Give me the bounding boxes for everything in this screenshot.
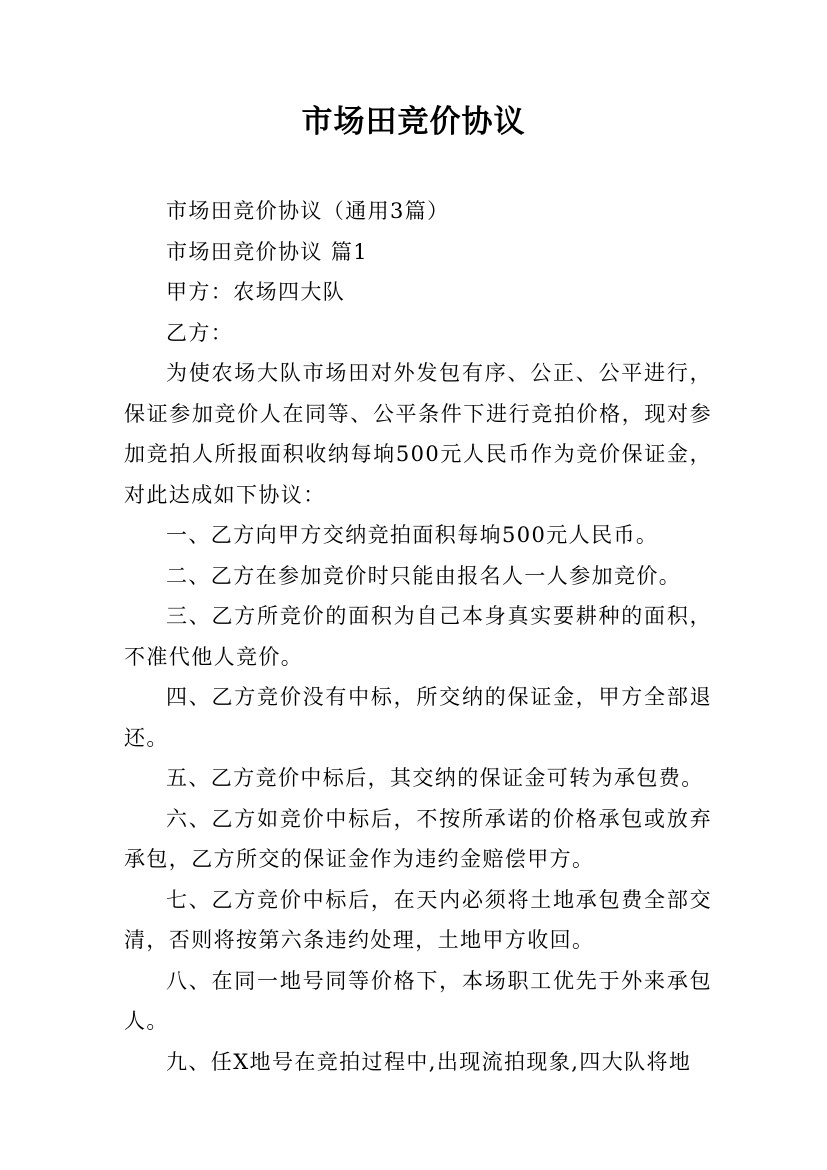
paragraph-clause-3: 三、乙方所竞价的面积为自己本身真实要耕种的面积，不准代他人竞价。: [124, 604, 712, 669]
document-title: 市场田竞价协议: [301, 104, 526, 140]
paragraph-clause-2: 二、乙方在参加竞价时只能由报名人一人参加竞价。: [166, 563, 682, 588]
paragraph-party-b: 乙方：: [166, 320, 234, 345]
paragraph-clause-1: 一、乙方向甲方交纳竞拍面积每垧500元人民币。: [166, 523, 659, 547]
paragraph-preamble: 为使农场大队市场田对外发包有序、公正、公平进行，保证参加竞价人在同等、公平条件下进行竞拍价格，现对参加竞拍人所报面积收纳每垧500元人民币作为竞价保证金，对此达成如下协议：: [124, 361, 712, 507]
paragraph-section-heading: 市场田竞价协议 篇1: [166, 239, 369, 264]
paragraph-clause-5: 五、乙方竞价中标后，其交纳的保证金可转为承包费。: [166, 766, 704, 790]
paragraph-clause-9: 九、任X地号在竞拍过程中,出现流拍现象,四大队将地: [166, 1049, 692, 1074]
paragraph-clause-7: 七、乙方竞价中标后，在天内必须将土地承包费全部交清，否则将按第六条违约处理，土地甲方收回。: [124, 887, 712, 952]
paragraph-clause-8: 八、在同一地号同等价格下，本场职工优先于外来承包人。: [124, 968, 712, 1033]
paragraph-clause-4: 四、乙方竞价没有中标，所交纳的保证金，甲方全部退还。: [124, 685, 712, 750]
paragraph-clause-6: 六、乙方如竞价中标后，不按所承诺的价格承包或放弃承包，乙方所交的保证金作为违约金赔偿甲方。: [124, 806, 712, 871]
document-body: [124, 191, 712, 1082]
paragraph-party-a: 甲方：农场四大队: [166, 280, 346, 304]
paragraph-subtitle: 市场田竞价协议（通用3篇）: [166, 199, 450, 223]
